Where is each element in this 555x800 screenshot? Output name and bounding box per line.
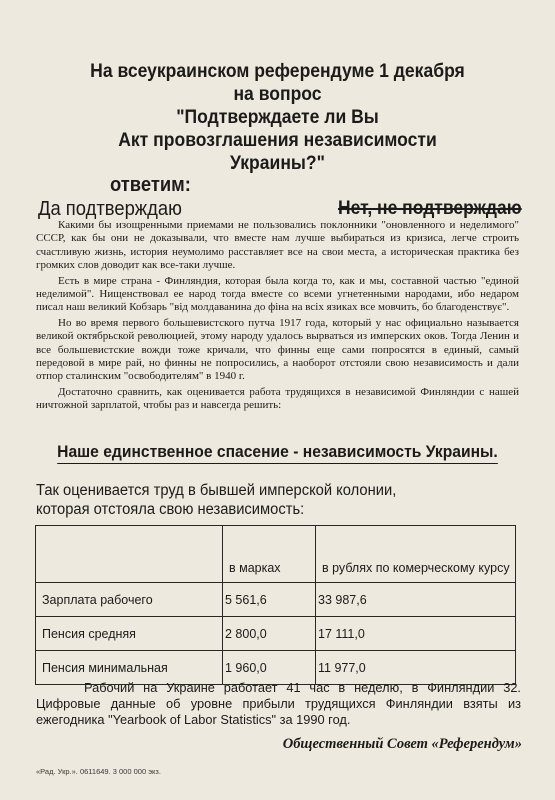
value-rubles: 17 111,0: [316, 617, 516, 651]
body-text: [36, 219, 519, 415]
paragraph: Есть в мире страна - Финляндия, которая была когда то, как и мы, составной частью "единой неделимой". Нищенствовал ее народ тогда вместе со всеми угнетенными народами, ибо недаром писал наш великий Кобзарь "від молдаванина до фіна на всіх язиках все мовчить, бо благоденствує".: [36, 274, 519, 314]
table-row: [36, 583, 516, 617]
row-label: Пенсия средняя: [36, 617, 223, 651]
slogan-text: Наше единственное спасение - независимость Украины.: [57, 442, 498, 464]
header-cell: в рублях по комерческому курсу: [316, 526, 516, 583]
value-marks: 2 800,0: [223, 617, 316, 651]
value-marks: 1 960,0: [223, 651, 316, 685]
table-heading: [36, 481, 502, 519]
value-marks: 5 561,6: [223, 583, 316, 617]
footer-text: [36, 680, 521, 727]
header-cell: [36, 526, 223, 583]
title-line: На всеукраинском референдуме 1 декабря: [90, 60, 465, 82]
paragraph: Но во время первого большевистского путча 1917 года, который у нас официально называется великой октябрьской революцией, этому народу удалось вырваться из имперских оков. Тогда Ленин и все большевистские вожди тоже кричали, что финны еще сами попросятся в единый, самый передовой в мире рай, но финны не попросились, а наоборот отстояли свою независимость и дали отпор сталинским "освободителям" в 1940 г.: [36, 316, 519, 383]
table-header-row: [36, 526, 516, 583]
slogan: [0, 442, 555, 464]
title-line: "Подтверждаете ли Вы: [176, 106, 379, 128]
title-line: на вопрос: [233, 83, 322, 105]
row-label: Пенсия минимальная: [36, 651, 223, 685]
paragraph: Какими бы изощренными приемами не пользовались поклонники "оновленного и неделимого" СССР, как бы они не доказывали, что вместе нам лучше выбираться из кризиса, легче строить счастливую жизнь, история неумолимо расставляет все на свои места, а историческая практика без громких слов доводит как все-таки лучше.: [36, 219, 519, 272]
paragraph: Достаточно сравнить, как оценивается работа трудящихся в независимой Финляндии с нашей ничтожной зарплатой, чтобы раз и навсегда решить:: [36, 385, 519, 412]
header-cell: в марках: [223, 526, 316, 583]
signature: Общественный Совет «Референдум»: [282, 736, 522, 752]
footer-paragraph: Рабочий на Украине работает 41 час в неделю, в Финляндии 32. Цифровые данные об уровне прибыли трудящихся Финляндии взяты из ежегодника "Yearbook of Labor Statistics" за 1990 год.: [36, 680, 521, 727]
title-line: Акт провозглашения независимости: [118, 129, 437, 151]
print-imprint: «Рад. Укр.». 0611649. 3 000 000 экз.: [36, 767, 161, 776]
wages-table: [35, 525, 516, 685]
value-rubles: 33 987,6: [316, 583, 516, 617]
title-line: Украины?": [230, 152, 325, 174]
leaflet-title: [64, 60, 492, 175]
table-heading-line: Так оценивается труд в бывшей имперской колонии,: [36, 482, 397, 499]
answer-yes: Да подтверждаю: [38, 198, 182, 220]
answer-heading: ответим:: [110, 174, 191, 196]
table-heading-line: которая отстояла свою независимость:: [36, 501, 305, 518]
value-rubles: 11 977,0: [316, 651, 516, 685]
answer-no-struck: Нет, не подтверждаю: [338, 198, 522, 219]
row-label: Зарплата рабочего: [36, 583, 223, 617]
table-row: [36, 617, 516, 651]
